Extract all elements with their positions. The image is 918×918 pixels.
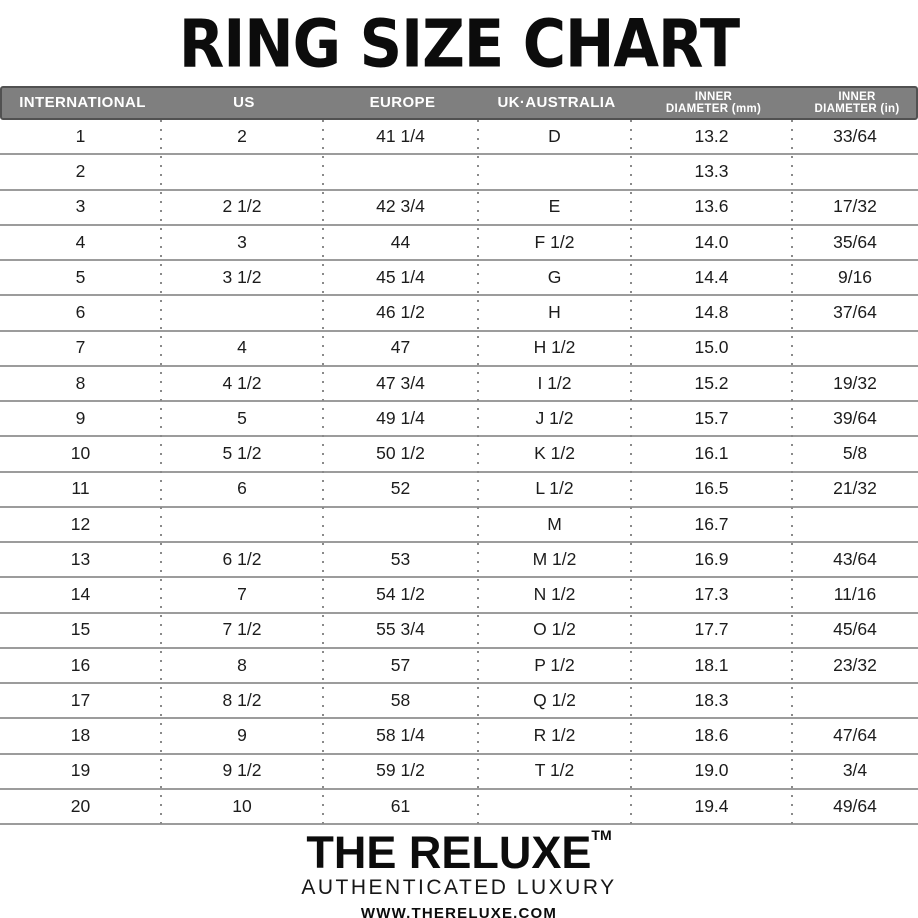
table-cell: 23/32 — [833, 654, 877, 675]
table-cell: 8 — [75, 372, 86, 393]
column-header: US — [233, 94, 255, 112]
table-cell: N 1/2 — [533, 584, 576, 605]
table-row — [0, 473, 918, 508]
table-cell: 16.9 — [694, 548, 729, 569]
table-row — [0, 649, 918, 684]
table-cell: 14.4 — [694, 266, 729, 287]
table-cell: 18 — [70, 725, 91, 746]
table-cell: J 1/2 — [535, 407, 574, 428]
table-cell: 2 — [237, 125, 247, 146]
table-cell: 9 — [75, 407, 86, 428]
table-cell: 19/32 — [833, 372, 877, 393]
table-cell: H — [548, 302, 561, 323]
table-cell: 33/64 — [833, 125, 877, 146]
table-cell: 6 1/2 — [222, 548, 262, 569]
table-cell: 14.0 — [694, 231, 729, 252]
column-header: EUROPE — [369, 94, 436, 112]
size-table — [0, 86, 918, 825]
table-cell: 43/64 — [833, 548, 877, 569]
table-cell: 7 — [75, 337, 86, 358]
table-cell: 4 — [237, 337, 247, 358]
table-cell: 17.7 — [694, 619, 729, 640]
table-cell: 15.7 — [694, 407, 729, 428]
table-row — [0, 437, 918, 472]
table-cell: 13 — [70, 548, 91, 569]
table-cell: 18.3 — [694, 689, 729, 710]
table-cell: 17/32 — [833, 196, 877, 217]
table-cell: 13.6 — [694, 196, 729, 217]
table-row — [0, 755, 918, 790]
table-cell: 47 — [390, 337, 411, 358]
table-cell: 46 1/2 — [376, 302, 425, 323]
table-cell: 17.3 — [694, 584, 729, 605]
table-cell: E — [548, 196, 561, 217]
table-cell: L 1/2 — [535, 478, 574, 499]
table-cell: P 1/2 — [534, 654, 575, 675]
column-header: INTERNATIONAL — [19, 94, 146, 112]
table-cell: 15 — [70, 619, 91, 640]
brand-footer — [0, 825, 918, 918]
table-row — [0, 155, 918, 190]
table-cell: 9 — [237, 725, 247, 746]
table-cell: 35/64 — [833, 231, 877, 252]
table-row — [0, 402, 918, 437]
table-cell: 4 1/2 — [222, 372, 262, 393]
table-cell: 10 — [232, 795, 252, 816]
table-cell: 44 — [390, 231, 411, 252]
table-cell: 17 — [70, 689, 91, 710]
table-row — [0, 614, 918, 649]
table-cell: 19 — [70, 760, 91, 781]
table-body — [0, 120, 918, 825]
table-cell: 2 1/2 — [222, 196, 262, 217]
table-row — [0, 578, 918, 613]
table-cell: 6 — [75, 302, 86, 323]
table-cell: 16.5 — [694, 478, 729, 499]
table-cell: 7 — [237, 584, 247, 605]
table-row — [0, 191, 918, 226]
table-cell: D — [548, 125, 561, 146]
table-cell: M 1/2 — [532, 548, 577, 569]
table-cell: 6 — [237, 478, 247, 499]
table-cell: 16 — [70, 654, 91, 675]
table-cell: 18.6 — [694, 725, 729, 746]
table-cell: 13.3 — [694, 161, 729, 182]
table-cell: 47/64 — [833, 725, 877, 746]
column-header: INNER DIAMETER (in) — [814, 90, 900, 115]
table-cell: F 1/2 — [534, 231, 575, 252]
table-cell: 18.1 — [694, 654, 729, 675]
table-cell: I 1/2 — [537, 372, 572, 393]
table-cell: 9/16 — [837, 266, 873, 287]
table-cell: 3 1/2 — [222, 266, 262, 287]
table-row — [0, 296, 918, 331]
table-cell: 59 1/2 — [376, 760, 425, 781]
table-cell: 1 — [75, 125, 86, 146]
table-cell: 10 — [70, 443, 91, 464]
table-cell: 5 1/2 — [222, 443, 262, 464]
table-cell: 47 3/4 — [376, 372, 425, 393]
table-cell: 55 3/4 — [376, 619, 425, 640]
table-cell: 5 — [75, 266, 86, 287]
table-cell: 45 1/4 — [376, 266, 425, 287]
table-cell: 39/64 — [833, 407, 877, 428]
table-cell: K 1/2 — [534, 443, 575, 464]
table-row — [0, 367, 918, 402]
table-cell: 3/4 — [842, 760, 868, 781]
table-cell: R 1/2 — [533, 725, 576, 746]
table-row — [0, 226, 918, 261]
table-row — [0, 543, 918, 578]
table-cell: H 1/2 — [533, 337, 576, 358]
table-cell: 16.7 — [694, 513, 729, 534]
table-cell: 45/64 — [833, 619, 877, 640]
table-row — [0, 261, 918, 296]
table-cell: 53 — [390, 548, 411, 569]
table-cell: 9 1/2 — [222, 760, 262, 781]
brand-name: THE RELUXE — [306, 827, 592, 878]
page-title: RING SIZE CHART — [178, 4, 740, 82]
table-cell: 3 — [75, 196, 86, 217]
table-cell: G — [547, 266, 562, 287]
table-cell: 2 — [75, 161, 86, 182]
table-cell: 7 1/2 — [222, 619, 262, 640]
table-cell: 50 1/2 — [376, 443, 425, 464]
table-cell: 3 — [237, 231, 247, 252]
table-cell: 14.8 — [694, 302, 729, 323]
brand-tagline: AUTHENTICATED LUXURY — [301, 876, 617, 899]
table-cell: T 1/2 — [534, 760, 575, 781]
website-url: WWW.THERELUXE.COM — [360, 905, 558, 918]
table-cell: 14 — [70, 584, 91, 605]
table-cell: 11 — [71, 478, 90, 499]
column-header: UK·AUSTRALIA — [497, 94, 616, 112]
table-cell: 57 — [390, 654, 411, 675]
table-cell: 15.0 — [694, 337, 729, 358]
table-cell: 49/64 — [833, 795, 877, 816]
table-cell: 8 1/2 — [222, 689, 262, 710]
table-cell: 54 1/2 — [376, 584, 425, 605]
table-cell: 8 — [237, 654, 247, 675]
table-cell: 13.2 — [694, 125, 729, 146]
table-row — [0, 508, 918, 543]
title-bar — [0, 0, 918, 86]
table-cell: 19.4 — [694, 795, 729, 816]
table-cell: 4 — [75, 231, 86, 252]
brand-logo — [0, 827, 918, 878]
table-cell: 52 — [390, 478, 411, 499]
column-header: INNER DIAMETER (mm) — [665, 90, 762, 115]
table-cell: 42 3/4 — [376, 196, 425, 217]
table-cell: 49 1/4 — [376, 407, 425, 428]
table-header-row — [0, 86, 918, 120]
table-cell: 5 — [237, 407, 247, 428]
table-row — [0, 719, 918, 754]
table-cell: 16.1 — [694, 443, 729, 464]
table-row — [0, 790, 918, 825]
table-cell: M — [547, 513, 562, 534]
table-cell: 19.0 — [694, 760, 729, 781]
table-cell: 5/8 — [842, 443, 868, 464]
table-cell: 12 — [70, 513, 91, 534]
table-cell: 58 1/4 — [376, 725, 425, 746]
table-cell: 41 1/4 — [376, 125, 425, 146]
table-cell: 11/16 — [833, 584, 877, 605]
table-cell: Q 1/2 — [533, 689, 576, 710]
table-cell: 20 — [70, 795, 91, 816]
trademark-symbol: TM — [591, 827, 612, 843]
table-row — [0, 684, 918, 719]
table-cell: 21/32 — [833, 478, 877, 499]
table-cell: 37/64 — [833, 302, 877, 323]
table-cell: 15.2 — [694, 372, 729, 393]
table-row — [0, 120, 918, 155]
table-row — [0, 332, 918, 367]
table-cell: 61 — [390, 795, 411, 816]
table-cell: 58 — [390, 689, 411, 710]
table-cell: O 1/2 — [533, 619, 576, 640]
